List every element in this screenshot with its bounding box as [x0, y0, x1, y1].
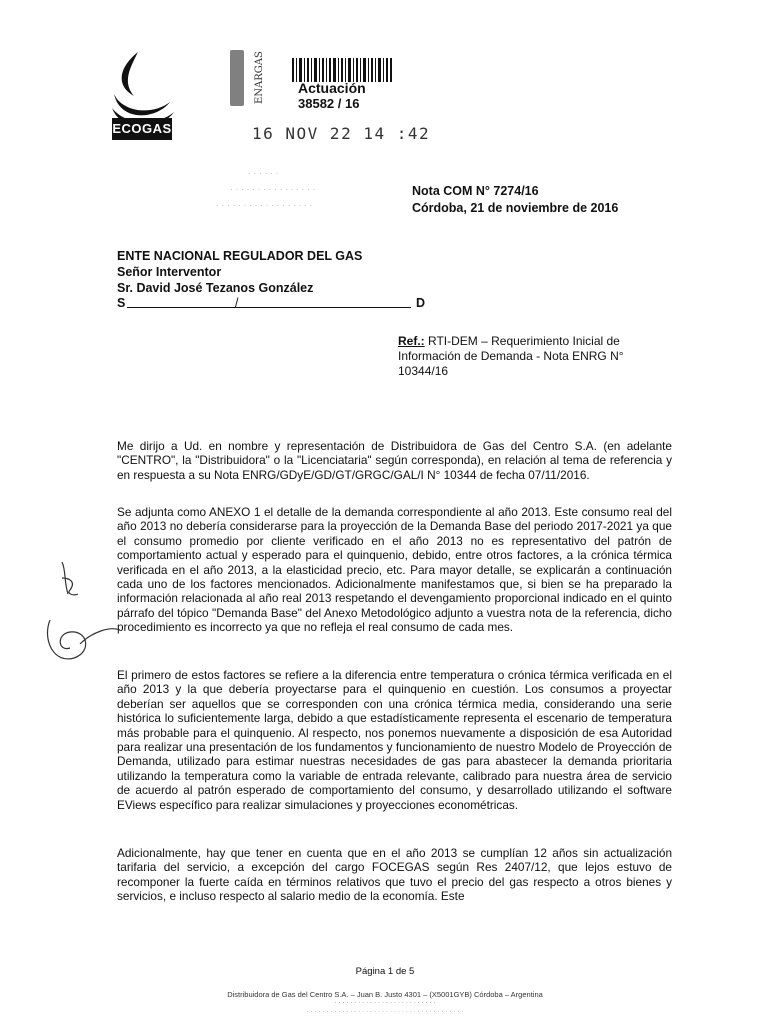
reference-text: RTI-DEM – Requerimiento Inicial de Información de Demanda - Nota ENRG N° 10344/16 [398, 334, 624, 378]
addressee-org: ENTE NACIONAL REGULADOR DEL GAS [117, 249, 363, 263]
ecogas-logo: ECOGAS [112, 118, 172, 140]
body-paragraph-3: El primero de estos factores se refiere a la diferencia entre temperatura o crónica térmica verificada en el año 2013 y la que debería proyectarse para el quinquenio en cuestión. Los consumos a proyectar deberían ser aquellos que se corresponden con una crónica térmica media, considerando una serie histórica lo suficientemente larga, debido a que estadísticamente representa el escenario de temperatura más probable para el quinquenio. Al respecto, nos ponemos nuevamente a disposición de esa Autoridad para realizar una presentación de los fundamentos y funcionamiento de nuestro Modelo de Proyección de Demanda, utilizado para estimar nuestras necesidades de gas para abastecer la demanda prioritaria utilizando la temperatura como la variable de entrada relevante, calibrado para nuestra área de servicio de acuerdo al patrón esperado de comportamiento del consumo, y desarrollado utilizando el software EViews específico para realizar simulaciones y proyecciones econométricas. [117, 668, 672, 812]
footer-contact-faint: · · · · · · · · · · · · · · · · · · · · · · · · · · [334, 999, 436, 1006]
footer-legal-faint: · · · · · · · · · · · · · · · · · · · · · · · · · · · · · · · · · · · · · · · · [306, 1008, 464, 1015]
handwritten-initials [40, 560, 160, 680]
body-paragraph-4: Adicionalmente, hay que tener en cuenta que en el año 2013 se cumplían 12 años sin actualización tarifaria del servicio, a excepción del cargo FOCEGAS según Res 2407/12, que lejos estuvo de recomponer la fuerte caída en términos relativos que tuvo el precio del gas respecto a otros bienes y servicios, e incluso respecto al salario medio de la economía. Este [117, 846, 672, 904]
addressee-name: Sr. David José Tezanos González [117, 281, 314, 295]
reference-block [398, 334, 666, 379]
enargas-stamp-text [248, 50, 272, 106]
addressee-title: Señor Interventor [117, 265, 222, 279]
stamp-title: Actuación [298, 80, 366, 96]
faint-stamp-line: · · · · · · · · · · · · · · · · · · [216, 200, 313, 210]
sd-slash: / [235, 296, 239, 310]
sd-line [117, 294, 425, 310]
barcode-icon [292, 58, 392, 82]
stamp-seal [230, 50, 244, 106]
body-paragraph-2: Se adjunta como ANEXO 1 el detalle de la demanda correspondiente al año 2013. Este consumo real del año 2013 no debería considerarse para la proyección de la Demanda Base del periodo 2017-2021 ya que el consumo promedio por cliente verificado en el año 2013 no es representativo del patrón de comportamiento actual y esperado para el quinquenio, debido, entre otros factores, a la crónica térmica verificada en el año 2013, a la elasticidad precio, etc. Para mayor detalle, se explicarán a continuación cada uno de los factores mencionados. Adicionalmente manifestamos que, si bien se ha preparado la información relacionada al año real 2013 respetando el devengamiento proporcional indicado en el quinto párrafo del tópico "Demanda Base" del Anexo Metodológico adjunto a vuestra nota de la referencia, dicho procedimiento es incorrecto ya que no refleja el real consumo de cada mes. [117, 505, 672, 635]
faint-stamp-line: · · · · · · · · · · · · · · · · [230, 184, 316, 194]
note-number: Nota COM N° 7274/16 [412, 184, 539, 198]
stamp-number: 38582 / 16 [298, 96, 360, 111]
footer-address: Distribuidora de Gas del Centro S.A. – Juan B. Justo 4301 – (X5001GYB) Córdoba – Argentina [227, 990, 543, 999]
stamp-date: 16 NOV 22 14 :42 [252, 124, 431, 143]
svg-text:ENARGAS: ENARGAS [254, 51, 265, 104]
sd-s: S [117, 296, 126, 310]
sd-d: D [415, 296, 425, 310]
page-number: Página 1 de 5 [355, 966, 415, 977]
faint-stamp-line: · · · · · · [248, 168, 279, 178]
body-paragraph-1: Me dirijo a Ud. en nombre y representación de Distribuidora de Gas del Centro S.A. (en adelante "CENTRO", la "Distribuidora" o la "Licenciataria" según corresponda), en relación al tema de referencia y en respuesta a su Nota ENRG/GDyE/GD/GT/GRGC/GAL/I N° 10344 de fecha 07/11/2016. [117, 439, 672, 482]
reference-label: Ref.: [398, 334, 425, 348]
note-date: Córdoba, 21 de noviembre de 2016 [412, 201, 619, 215]
